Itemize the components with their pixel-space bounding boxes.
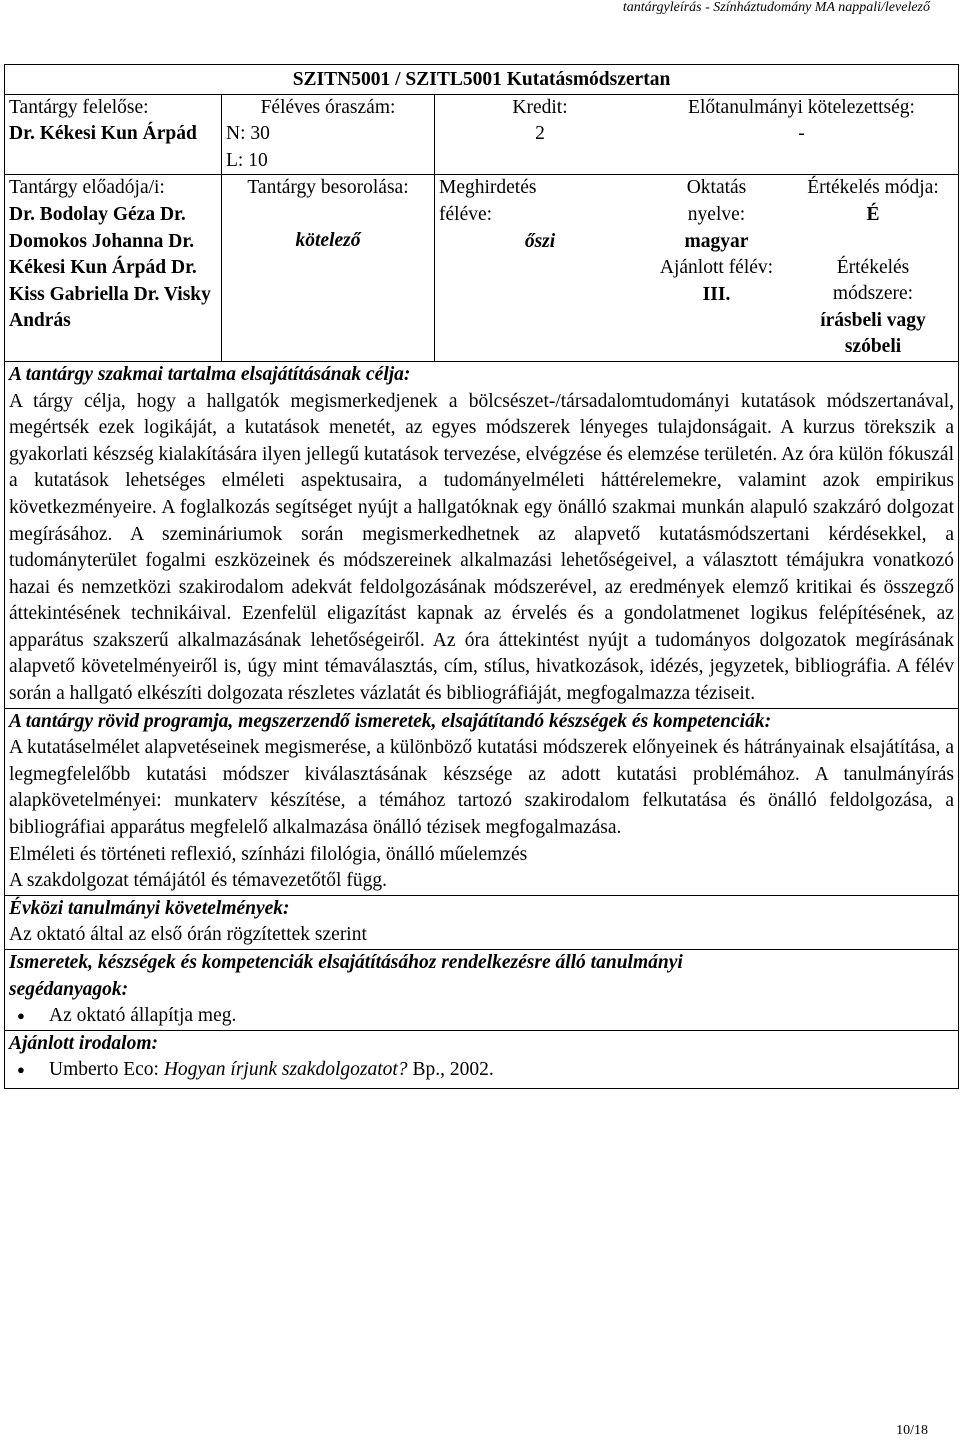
celja-heading: A tantárgy szakmai tartalma elsajátításának célja: xyxy=(9,363,411,385)
list-item xyxy=(49,1057,954,1084)
program-heading: A tantárgy rövid programja, megszerzendő ismeretek, elsajátítandó készségek és kompetenciák: xyxy=(9,710,772,732)
program-line2: Elméleti és történeti reflexió, színházi filológia, önálló műelemzés xyxy=(9,843,528,865)
meghirdetes-cell xyxy=(435,175,645,361)
ert-modszere-value: írásbeli vagy szóbeli xyxy=(820,309,926,358)
nyelv-cell xyxy=(645,175,788,361)
segedanyag-section xyxy=(5,950,959,1031)
felelos-name: Dr. Kékesi Kun Árpád xyxy=(9,123,197,145)
nyelv-label: Oktatás nyelve: xyxy=(686,177,747,225)
irodalom-author: Umberto Eco: xyxy=(49,1059,164,1081)
oraszam-cell xyxy=(222,95,435,175)
ert-modja-label: Értékelés módja: xyxy=(807,177,939,199)
ert-modja-value: É xyxy=(866,203,880,225)
elotan-value: - xyxy=(798,123,805,145)
felelos-label: Tantárgy felelőse: xyxy=(9,96,149,118)
irodalom-book: Hogyan írjunk szakdolgozatot? xyxy=(163,1059,408,1081)
irodalom-section xyxy=(5,1030,959,1088)
eloado-cell xyxy=(5,175,222,361)
ajanlott-value: III. xyxy=(702,283,731,305)
page-header: tantárgyleírás - Színháztudomány MA nappali/levelező xyxy=(622,0,930,15)
ajanlott-label: Ajánlott félév: xyxy=(659,257,774,279)
list-item: ● Az oktató állapítja meg. xyxy=(49,1003,954,1030)
irodalom-heading: Ajánlott irodalom: xyxy=(9,1032,158,1054)
oraszam-label: Féléves óraszám: xyxy=(260,96,396,118)
kredit-value: 2 xyxy=(535,123,545,145)
oraszam-l: L: 10 xyxy=(226,149,268,171)
evkozi-text: Az oktató által az első órán rögzítettek szerint xyxy=(9,924,367,946)
program-section xyxy=(5,708,959,895)
meghirdetes-label: Meghirdetés féléve: xyxy=(439,177,537,225)
irodalom-rest: Bp., 2002. xyxy=(407,1059,494,1081)
ertekeles-cell xyxy=(788,175,958,361)
segedanyag-list xyxy=(9,1003,954,1030)
ert-modszere-label: Értékelés módszere: xyxy=(832,256,914,305)
elotan-cell xyxy=(645,95,958,175)
course-table xyxy=(4,64,959,1089)
eloado-names: Dr. Bodolay Géza Dr. Domokos Johanna Dr. Kékesi Kun Árpád Dr. Kiss Gabriella Dr. Visky András xyxy=(9,203,211,332)
besorolas-label: Tantárgy besorolása: xyxy=(247,177,409,199)
eloado-label: Tantárgy előadója/i: xyxy=(9,177,165,199)
besorolas-cell xyxy=(222,175,435,361)
segedanyag-heading: Ismeretek, készségek és kompetenciák elsajátításához rendelkezésre álló tanulmányi segédanyagok: xyxy=(9,952,683,1000)
celja-section xyxy=(5,361,959,708)
evkozi-heading: Évközi tanulmányi követelmények: xyxy=(9,897,290,919)
nyelv-value: magyar xyxy=(684,230,749,252)
kredit-label: Kredit: xyxy=(512,96,568,118)
celja-text: A tárgy célja, hogy a hallgatók megismerkedjenek a bölcsészet-/társadalomtudományi kutatások módszertanával, megértsék ezek logikáját, a kutatások menetét, az egyes módszerek lényeges tulajdonságait. A kurzus törekszik a gyakorlati készség kialakítására ilyen jellegű kutatások tervezése, elvégzése és elemzése területén. Az óra külön fókuszál a kutatások lehetséges elméleti aspektusaira, a tudományelméleti háttérelemekre, valamint azok empirikus következményeire. A foglalkozás segítséget nyújt a hallgatóknak egy önálló szakmai munkán alapuló szakzáró dolgozat megírásához. A szemináriumok során megismerkedhetnek az alapvető kutatásmódszertani kérdésekkel, a tudományterület fogalmi eszközeinek és módszereinek alkalmazási lehetőségeivel, a választott témájukra vonatkozó hazai és nemzetközi szakirodalom adekvát feldolgozásának módszerével, az eredmények elemző kritikai és összegző áttekintésének technikáival. Ezenfelül eligazítást kapnak az érvelés és a gondolatmenet logikus felépítésének, az apparátus szakszerű alkalmazásának lehetőségeiről. Az óra áttekintést nyújt a tudományos dolgozatok megírásának alapvető követelményeiről is, úgy mint témaválasztás, cím, stílus, hivatkozások, idézés, jegyzetek, bibliográfia. A félév során a hallgató elkészíti dolgozata részletes vázlatát és bibliográfiáját, megfogalmazza téziseit. xyxy=(9,390,954,705)
program-text: A kutatáselmélet alapvetéseinek megismerése, a különböző kutatási módszerek előnyeinek és hátrányainak elsajátítása, a legmegfelelőbb kutatási módszer kiválasztásának készsége az adott kutatási problémához. A tanulmányírás alapkövetelményei: munkaterv készítése, a témához tartozó szakirodalom felkutatása és önálló feldolgozása, a bibliográfiai apparátus megfelelő alkalmazása önálló tézisek megfogalmazása. xyxy=(9,737,954,839)
meghirdetes-value: őszi xyxy=(524,230,556,252)
elotan-label: Előtanulmányi kötelezettség: xyxy=(688,96,915,118)
besorolas-value: kötelező xyxy=(295,229,361,251)
felelos-cell xyxy=(5,95,222,175)
irodalom-list xyxy=(9,1057,954,1084)
page-number: 10/18 xyxy=(896,1423,928,1438)
info-block xyxy=(5,94,959,361)
kredit-cell xyxy=(435,95,645,175)
program-line3: A szakdolgozat témájától és témavezetőtől függ. xyxy=(9,870,387,892)
oraszam-n: N: 30 xyxy=(226,123,270,145)
evkozi-section xyxy=(5,895,959,949)
course-title: SZITN5001 / SZITL5001 Kutatásmódszertan xyxy=(5,65,959,95)
